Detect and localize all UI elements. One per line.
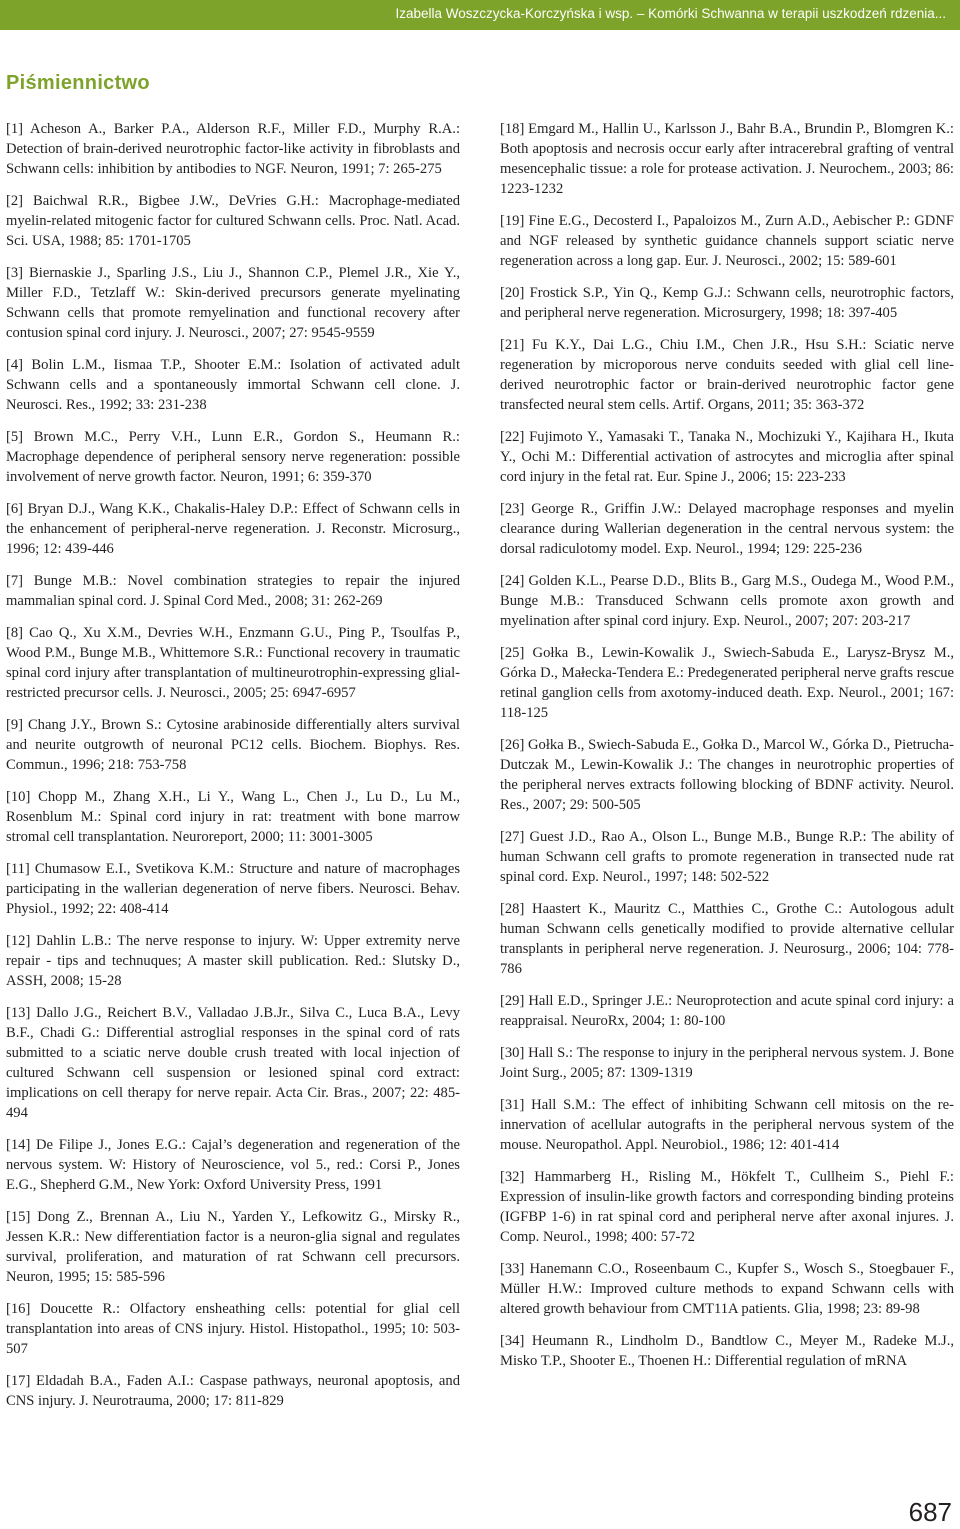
reference-item: [21] Fu K.Y., Dai L.G., Chiu I.M., Chen J.R., Hsu S.H.: Sciatic nerve regeneration by microporous nerve conduits seeded with glial cell line-derived neurotrophic factor or brain-derived neurotrophic factor gene transfected neural stem cells. Artif. Organs, 2011; 35: 363-372 [500,337,954,413]
reference-item: [29] Hall E.D., Springer J.E.: Neuroprotection and acute spinal cord injury: a reappraisal. NeuroRx, 2004; 1: 80-100 [500,993,954,1029]
reference-item: [17] Eldadah B.A., Faden A.I.: Caspase pathways, neuronal apoptosis, and CNS injury. J. Neurotrauma, 2000; 17: 811-829 [6,1373,460,1409]
reference-item: [19] Fine E.G., Decosterd I., Papaloizos M., Zurn A.D., Aebischer P.: GDNF and NGF released by synthetic guidance channels support sciatic nerve regeneration across a long gap. Eur. J. Neurosci., 2002; 15: 589-601 [500,213,954,269]
reference-item: [5] Brown M.C., Perry V.H., Lunn E.R., Gordon S., Heumann R.: Macrophage dependence of peripheral sensory nerve regeneration: possible involvement of nerve growth factor. Neuron, 1991; 6: 359-370 [6,429,460,485]
reference-item: [8] Cao Q., Xu X.M., Devries W.H., Enzmann G.U., Ping P., Tsoulfas P., Wood P.M., Bunge M.B., Whittemore S.R.: Functional recovery in traumatic spinal cord injury after transplantation of multineurotrophin-expressing glial-restricted precursor cells. J. Neurosci., 2005; 25: 6947-6957 [6,625,460,701]
reference-item: [7] Bunge M.B.: Novel combination strategies to repair the injured mammalian spinal cord. J. Spinal Cord Med., 2008; 31: 262-269 [6,573,460,609]
reference-item: [26] Gołka B., Swiech-Sabuda E., Gołka D., Marcol W., Górka D., Pietrucha-Dutczak M., Lewin-Kowalik J.: The changes in neurotrophic properties of the peripheral nerves extracts following blocking of BDNF activity. Neurol. Res., 2007; 29: 500-505 [500,737,954,813]
reference-item: [4] Bolin L.M., Iismaa T.P., Shooter E.M.: Isolation of activated adult Schwann cells and a spontaneously immortal Schwann cell clone. J. Neurosci. Res., 1992; 33: 231-238 [6,357,460,413]
reference-item: [31] Hall S.M.: The effect of inhibiting Schwann cell mitosis on the re-innervation of acellular autografts in the peripheral nervous system of the mouse. Neuropathol. Appl. Neurobiol., 1986; 12: 401-414 [500,1097,954,1153]
reference-item: [16] Doucette R.: Olfactory ensheathing cells: potential for glial cell transplantation into areas of CNS injury. Histol. Histopathol., 1995; 10: 503-507 [6,1301,460,1357]
running-header-title: Izabella Woszczycka-Korczyńska i wsp. – Komórki Schwanna w terapii uszkodzeń rdzenia... [395,6,946,21]
page-number: 687 [908,1497,952,1527]
reference-item: [20] Frostick S.P., Yin Q., Kemp G.J.: Schwann cells, neurotrophic factors, and peripheral nerve regeneration. Microsurgery, 1998; 18: 397-405 [500,285,954,321]
reference-item: [12] Dahlin L.B.: The nerve response to injury. W: Upper extremity nerve repair - tips and technuques; A master skill publication. Red.: Slutsky D., ASSH, 2008; 15-28 [6,933,460,989]
references-left-column [6,119,460,1423]
reference-item: [23] George R., Griffin J.W.: Delayed macrophage responses and myelin clearance during Wallerian degeneration in the central nervous system: the dorsal radiculotomy model. Exp. Neurol., 1994; 129: 225-236 [500,501,954,557]
reference-item: [27] Guest J.D., Rao A., Olson L., Bunge M.B., Bunge R.P.: The ability of human Schwann cell grafts to promote regeneration in transected nude rat spinal cord. Exp. Neurol., 1997; 148: 502-522 [500,829,954,885]
reference-item: [33] Hanemann C.O., Roseenbaum C., Kupfer S., Wosch S., Stoegbauer F., Müller H.W.: Improved culture methods to expand Schwann cells with altered growth behaviour from CMT11A patients. Glia, 1998; 23: 89-98 [500,1261,954,1317]
reference-item: [13] Dallo J.G., Reichert B.V., Valladao J.B.Jr., Silva C., Luca B.A., Levy B.F., Chadi G.: Differential astroglial responses in the spinal cord of rats submitted to a sciatic nerve double crush treated with local injection of cultured Schwann cell suspension or lesioned spinal cord extract: implications on cell therapy for nerve repair. Acta Cir. Bras., 2007; 22: 485-494 [6,1005,460,1121]
reference-item: [22] Fujimoto Y., Yamasaki T., Tanaka N., Mochizuki Y., Kajihara H., Ikuta Y., Ochi M.: Differential activation of astrocytes and microglia after spinal cord injury in the fetal rat. Eur. Spine J., 2006; 15: 223-233 [500,429,954,485]
references-right-column [500,119,954,1383]
reference-item: [25] Gołka B., Lewin-Kowalik J., Swiech-Sabuda E., Larysz-Brysz M., Górka D., Małecka-Tendera E.: Predegenerated peripheral nerve grafts rescue retinal ganglion cells from axotomy-induced death. Exp. Neurol., 2001; 167: 118-125 [500,645,954,721]
reference-item: [6] Bryan D.J., Wang K.K., Chakalis-Haley D.P.: Effect of Schwann cells in the enhancement of peripheral-nerve regeneration. J. Reconstr. Microsurg., 1996; 12: 439-446 [6,501,460,557]
reference-item: [10] Chopp M., Zhang X.H., Li Y., Wang L., Chen J., Lu D., Lu M., Rosenblum M.: Spinal cord injury in rat: treatment with bone marrow stromal cell transplantation. Neuroreport, 2000; 11: 3001-3005 [6,789,460,845]
reference-item: [34] Heumann R., Lindholm D., Bandtlow C., Meyer M., Radeke M.J., Misko T.P., Shooter E., Thoenen H.: Differential regulation of mRNA [500,1333,954,1369]
reference-item: [15] Dong Z., Brennan A., Liu N., Yarden Y., Lefkowitz G., Mirsky R., Jessen K.R.: New differentiation factor is a neuron-glia signal and regulates survival, proliferation, and maturation of rat Schwann cell precursors. Neuron, 1995; 15: 585-596 [6,1209,460,1285]
running-header-bar [0,0,960,30]
reference-item: [30] Hall S.: The response to injury in the peripheral nervous system. J. Bone Joint Surg., 2005; 87: 1309-1319 [500,1045,954,1081]
reference-item: [3] Biernaskie J., Sparling J.S., Liu J., Shannon C.P., Plemel J.R., Xie Y., Miller F.D., Tetzlaff W.: Skin-derived precursors generate myelinating Schwann cells that promote remyelination and functional recovery after contusion spinal cord injury. J. Neurosci., 2007; 27: 9545-9559 [6,265,460,341]
reference-item: [28] Haastert K., Mauritz C., Matthies C., Grothe C.: Autologous adult human Schwann cells genetically modified to provide alternative cellular transplants in peripheral nerve regeneration. J. Neurosurg., 2006; 104: 778-786 [500,901,954,977]
reference-item: [24] Golden K.L., Pearse D.D., Blits B., Garg M.S., Oudega M., Wood P.M., Bunge M.B.: Transduced Schwann cells promote axon growth and myelination after spinal cord injury. Exp. Neurol., 2007; 207: 203-217 [500,573,954,629]
reference-item: [9] Chang J.Y., Brown S.: Cytosine arabinoside differentially alters survival and neurite outgrowth of neuronal PC12 cells. Biochem. Biophys. Res. Commun., 1996; 218: 753-758 [6,717,460,773]
reference-item: [11] Chumasow E.I., Svetikova K.M.: Structure and nature of macrophages participating in the wallerian degeneration of nerve fibers. Neurosci. Behav. Physiol., 1992; 22: 408-414 [6,861,460,917]
section-title: Piśmiennictwo [6,72,150,94]
reference-item: [18] Emgard M., Hallin U., Karlsson J., Bahr B.A., Brundin P., Blomgren K.: Both apoptosis and necrosis occur early after intracerebral grafting of ventral mesencephalic tissue: a role for protease activation. J. Neurochem., 2003; 86: 1223-1232 [500,121,954,197]
reference-item: [2] Baichwal R.R., Bigbee J.W., DeVries G.H.: Macrophage-mediated myelin-related mitogenic factor for cultured Schwann cells. Proc. Natl. Acad. Sci. USA, 1988; 85: 1701-1705 [6,193,460,249]
reference-item: [32] Hammarberg H., Risling M., Hökfelt T., Cullheim S., Piehl F.: Expression of insulin-like growth factors and corresponding binding proteins (IGFBP 1-6) in rat spinal cord and peripheral nerve after axonal injures. J. Comp. Neurol., 1998; 400: 57-72 [500,1169,954,1245]
reference-item: [14] De Filipe J., Jones E.G.: Cajal’s degeneration and regeneration of the nervous system. W: History of Neuroscience, vol 5., red.: Corsi P., Jones E.G., Shepherd G.M., New York: Oxford University Press, 1991 [6,1137,460,1193]
reference-item: [1] Acheson A., Barker P.A., Alderson R.F., Miller F.D., Murphy R.A.: Detection of brain-derived neurotrophic factor-like activity in fibroblasts and Schwann cells: inhibition by antibodies to NGF. Neuron, 1991; 7: 265-275 [6,121,460,177]
